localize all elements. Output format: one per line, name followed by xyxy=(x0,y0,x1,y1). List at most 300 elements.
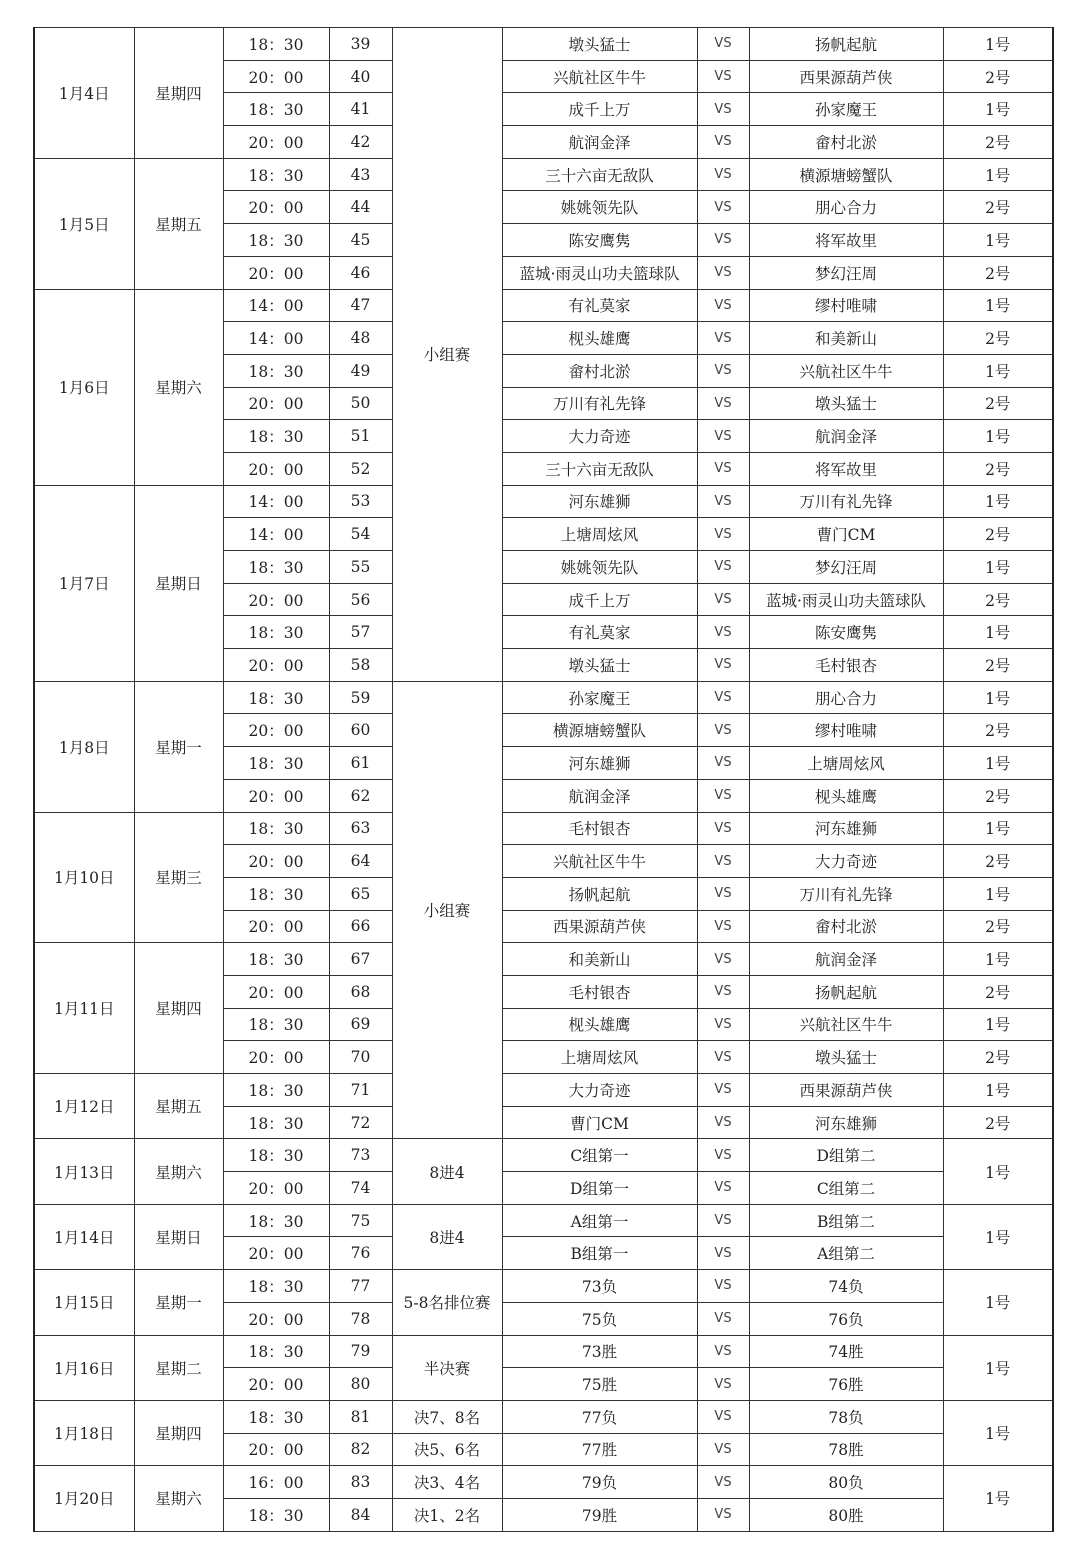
match-number-cell: 54 xyxy=(329,518,392,551)
away-team-cell: 上塘周炫风 xyxy=(749,747,943,780)
stage-cell: 决1、2名 xyxy=(392,1498,502,1531)
match-number-cell: 74 xyxy=(329,1172,392,1205)
home-team-cell: 上塘周炫风 xyxy=(502,518,697,551)
weekday-cell: 星期日 xyxy=(134,1204,223,1269)
home-team-cell: 毛村银杏 xyxy=(502,975,697,1008)
home-team-cell: D组第一 xyxy=(502,1172,697,1205)
court-cell: 1号 xyxy=(943,1400,1053,1465)
home-team-cell: 77胜 xyxy=(502,1433,697,1466)
match-number-cell: 67 xyxy=(329,943,392,976)
court-cell: 1号 xyxy=(943,1008,1053,1041)
time-cell: 18：30 xyxy=(223,1270,329,1303)
away-team-cell: 陈安鹰隽 xyxy=(749,616,943,649)
weekday-cell: 星期六 xyxy=(134,289,223,485)
vs-cell: VS xyxy=(697,289,749,322)
date-cell: 1月15日 xyxy=(34,1270,134,1335)
stage-cell: 5-8名排位赛 xyxy=(392,1270,502,1335)
away-team-cell: 80胜 xyxy=(749,1498,943,1531)
away-team-cell: 朋心合力 xyxy=(749,191,943,224)
table-row xyxy=(34,1074,1053,1107)
vs-cell: VS xyxy=(697,910,749,943)
vs-cell: VS xyxy=(697,256,749,289)
match-number-cell: 83 xyxy=(329,1466,392,1499)
away-team-cell: 缪村唯啸 xyxy=(749,714,943,747)
time-cell: 18：30 xyxy=(223,747,329,780)
court-cell: 1号 xyxy=(943,1139,1053,1204)
time-cell: 18：30 xyxy=(223,1498,329,1531)
match-number-cell: 45 xyxy=(329,224,392,257)
match-number-cell: 41 xyxy=(329,93,392,126)
date-cell: 1月10日 xyxy=(34,812,134,943)
away-team-cell: 畲村北淤 xyxy=(749,126,943,159)
home-team-cell: 航润金泽 xyxy=(502,779,697,812)
schedule-body xyxy=(34,28,1053,1532)
match-number-cell: 40 xyxy=(329,60,392,93)
away-team-cell: 畲村北淤 xyxy=(749,910,943,943)
home-team-cell: 兴航社区牛牛 xyxy=(502,60,697,93)
vs-cell: VS xyxy=(697,1041,749,1074)
time-cell: 18：30 xyxy=(223,943,329,976)
court-cell: 1号 xyxy=(943,943,1053,976)
time-cell: 20：00 xyxy=(223,1302,329,1335)
away-team-cell: 西果源葫芦侠 xyxy=(749,1074,943,1107)
court-cell: 2号 xyxy=(943,649,1053,682)
time-cell: 18：30 xyxy=(223,1106,329,1139)
match-number-cell: 68 xyxy=(329,975,392,1008)
away-team-cell: 78负 xyxy=(749,1400,943,1433)
table-row xyxy=(34,1466,1053,1499)
match-number-cell: 81 xyxy=(329,1400,392,1433)
away-team-cell: 大力奇迹 xyxy=(749,845,943,878)
time-cell: 14：00 xyxy=(223,518,329,551)
home-team-cell: 73胜 xyxy=(502,1335,697,1368)
court-cell: 2号 xyxy=(943,1106,1053,1139)
court-cell: 2号 xyxy=(943,452,1053,485)
vs-cell: VS xyxy=(697,322,749,355)
court-cell: 2号 xyxy=(943,975,1053,1008)
match-number-cell: 49 xyxy=(329,354,392,387)
match-number-cell: 43 xyxy=(329,158,392,191)
vs-cell: VS xyxy=(697,1466,749,1499)
match-number-cell: 53 xyxy=(329,485,392,518)
court-cell: 1号 xyxy=(943,485,1053,518)
court-cell: 1号 xyxy=(943,354,1053,387)
time-cell: 18：30 xyxy=(223,354,329,387)
match-number-cell: 61 xyxy=(329,747,392,780)
stage-cell: 决7、8名 xyxy=(392,1400,502,1433)
time-cell: 20：00 xyxy=(223,1368,329,1401)
time-cell: 18：30 xyxy=(223,1400,329,1433)
match-number-cell: 69 xyxy=(329,1008,392,1041)
table-row xyxy=(34,1335,1053,1368)
date-cell: 1月11日 xyxy=(34,943,134,1074)
vs-cell: VS xyxy=(697,649,749,682)
match-number-cell: 64 xyxy=(329,845,392,878)
date-cell: 1月16日 xyxy=(34,1335,134,1400)
vs-cell: VS xyxy=(697,943,749,976)
date-cell: 1月7日 xyxy=(34,485,134,681)
vs-cell: VS xyxy=(697,1498,749,1531)
match-number-cell: 52 xyxy=(329,452,392,485)
weekday-cell: 星期四 xyxy=(134,1400,223,1465)
match-number-cell: 84 xyxy=(329,1498,392,1531)
away-team-cell: 扬帆起航 xyxy=(749,28,943,61)
time-cell: 20：00 xyxy=(223,1237,329,1270)
away-team-cell: 76胜 xyxy=(749,1368,943,1401)
home-team-cell: 有礼莫家 xyxy=(502,616,697,649)
table-row xyxy=(34,1400,1053,1433)
date-cell: 1月20日 xyxy=(34,1466,134,1531)
court-cell: 1号 xyxy=(943,93,1053,126)
vs-cell: VS xyxy=(697,1335,749,1368)
court-cell: 1号 xyxy=(943,420,1053,453)
away-team-cell: 万川有礼先锋 xyxy=(749,485,943,518)
home-team-cell: 墩头猛士 xyxy=(502,28,697,61)
table-row xyxy=(34,1204,1053,1237)
away-team-cell: 航润金泽 xyxy=(749,420,943,453)
home-team-cell: 77负 xyxy=(502,1400,697,1433)
table-row xyxy=(34,1270,1053,1303)
away-team-cell: 横源塘螃蟹队 xyxy=(749,158,943,191)
stage-cell: 半决赛 xyxy=(392,1335,502,1400)
time-cell: 18：30 xyxy=(223,158,329,191)
time-cell: 18：30 xyxy=(223,1074,329,1107)
vs-cell: VS xyxy=(697,387,749,420)
home-team-cell: 三十六亩无敌队 xyxy=(502,452,697,485)
vs-cell: VS xyxy=(697,877,749,910)
away-team-cell: 河东雄狮 xyxy=(749,812,943,845)
away-team-cell: 76负 xyxy=(749,1302,943,1335)
time-cell: 18：30 xyxy=(223,812,329,845)
date-cell: 1月5日 xyxy=(34,158,134,289)
away-team-cell: 孙家魔王 xyxy=(749,93,943,126)
match-number-cell: 58 xyxy=(329,649,392,682)
court-cell: 2号 xyxy=(943,322,1053,355)
match-number-cell: 79 xyxy=(329,1335,392,1368)
match-number-cell: 60 xyxy=(329,714,392,747)
time-cell: 18：30 xyxy=(223,1139,329,1172)
away-team-cell: 和美新山 xyxy=(749,322,943,355)
home-team-cell: 蓝城·雨灵山功夫篮球队 xyxy=(502,256,697,289)
court-cell: 1号 xyxy=(943,1466,1053,1531)
away-team-cell: 曹门CM xyxy=(749,518,943,551)
home-team-cell: 枧头雄鹰 xyxy=(502,322,697,355)
home-team-cell: 万川有礼先锋 xyxy=(502,387,697,420)
court-cell: 1号 xyxy=(943,551,1053,584)
weekday-cell: 星期一 xyxy=(134,1270,223,1335)
date-cell: 1月14日 xyxy=(34,1204,134,1269)
match-number-cell: 73 xyxy=(329,1139,392,1172)
home-team-cell: 上塘周炫风 xyxy=(502,1041,697,1074)
weekday-cell: 星期六 xyxy=(134,1466,223,1531)
time-cell: 20：00 xyxy=(223,256,329,289)
away-team-cell: C组第二 xyxy=(749,1172,943,1205)
time-cell: 14：00 xyxy=(223,289,329,322)
home-team-cell: A组第一 xyxy=(502,1204,697,1237)
match-number-cell: 57 xyxy=(329,616,392,649)
vs-cell: VS xyxy=(697,420,749,453)
stage-cell: 决5、6名 xyxy=(392,1433,502,1466)
match-number-cell: 82 xyxy=(329,1433,392,1466)
time-cell: 20：00 xyxy=(223,779,329,812)
table-row xyxy=(34,812,1053,845)
match-number-cell: 80 xyxy=(329,1368,392,1401)
vs-cell: VS xyxy=(697,1074,749,1107)
away-team-cell: 朋心合力 xyxy=(749,681,943,714)
vs-cell: VS xyxy=(697,485,749,518)
court-cell: 1号 xyxy=(943,616,1053,649)
vs-cell: VS xyxy=(697,1270,749,1303)
away-team-cell: 墩头猛士 xyxy=(749,387,943,420)
away-team-cell: 80负 xyxy=(749,1466,943,1499)
vs-cell: VS xyxy=(697,681,749,714)
vs-cell: VS xyxy=(697,1237,749,1270)
stage-cell: 8进4 xyxy=(392,1139,502,1204)
court-cell: 2号 xyxy=(943,910,1053,943)
away-team-cell: A组第二 xyxy=(749,1237,943,1270)
home-team-cell: 73负 xyxy=(502,1270,697,1303)
match-number-cell: 50 xyxy=(329,387,392,420)
away-team-cell: 74负 xyxy=(749,1270,943,1303)
vs-cell: VS xyxy=(697,747,749,780)
court-cell: 1号 xyxy=(943,1074,1053,1107)
time-cell: 18：30 xyxy=(223,1008,329,1041)
table-row xyxy=(34,28,1053,61)
time-cell: 20：00 xyxy=(223,845,329,878)
vs-cell: VS xyxy=(697,1204,749,1237)
away-team-cell: 毛村银杏 xyxy=(749,649,943,682)
away-team-cell: 西果源葫芦侠 xyxy=(749,60,943,93)
court-cell: 1号 xyxy=(943,1270,1053,1335)
home-team-cell: 和美新山 xyxy=(502,943,697,976)
vs-cell: VS xyxy=(697,126,749,159)
away-team-cell: 将军故里 xyxy=(749,224,943,257)
match-number-cell: 56 xyxy=(329,583,392,616)
home-team-cell: 扬帆起航 xyxy=(502,877,697,910)
vs-cell: VS xyxy=(697,714,749,747)
away-team-cell: 河东雄狮 xyxy=(749,1106,943,1139)
home-team-cell: 成千上万 xyxy=(502,93,697,126)
time-cell: 14：00 xyxy=(223,322,329,355)
match-number-cell: 47 xyxy=(329,289,392,322)
home-team-cell: 陈安鹰隽 xyxy=(502,224,697,257)
vs-cell: VS xyxy=(697,93,749,126)
match-number-cell: 63 xyxy=(329,812,392,845)
vs-cell: VS xyxy=(697,1302,749,1335)
court-cell: 1号 xyxy=(943,224,1053,257)
home-team-cell: 大力奇迹 xyxy=(502,1074,697,1107)
home-team-cell: 成千上万 xyxy=(502,583,697,616)
stage-cell: 小组赛 xyxy=(392,28,502,682)
court-cell: 1号 xyxy=(943,1204,1053,1269)
home-team-cell: 79胜 xyxy=(502,1498,697,1531)
match-number-cell: 65 xyxy=(329,877,392,910)
vs-cell: VS xyxy=(697,616,749,649)
home-team-cell: 75胜 xyxy=(502,1368,697,1401)
date-cell: 1月18日 xyxy=(34,1400,134,1465)
table-row xyxy=(34,681,1053,714)
away-team-cell: 枧头雄鹰 xyxy=(749,779,943,812)
time-cell: 18：30 xyxy=(223,93,329,126)
away-team-cell: 74胜 xyxy=(749,1335,943,1368)
time-cell: 18：30 xyxy=(223,1335,329,1368)
time-cell: 18：30 xyxy=(223,224,329,257)
time-cell: 20：00 xyxy=(223,910,329,943)
home-team-cell: 曹门CM xyxy=(502,1106,697,1139)
away-team-cell: 墩头猛士 xyxy=(749,1041,943,1074)
court-cell: 1号 xyxy=(943,289,1053,322)
home-team-cell: 姚姚领先队 xyxy=(502,551,697,584)
match-number-cell: 78 xyxy=(329,1302,392,1335)
date-cell: 1月6日 xyxy=(34,289,134,485)
time-cell: 18：30 xyxy=(223,1204,329,1237)
match-number-cell: 66 xyxy=(329,910,392,943)
home-team-cell: 河东雄狮 xyxy=(502,485,697,518)
weekday-cell: 星期六 xyxy=(134,1139,223,1204)
time-cell: 20：00 xyxy=(223,60,329,93)
away-team-cell: 缪村唯啸 xyxy=(749,289,943,322)
time-cell: 20：00 xyxy=(223,1433,329,1466)
date-cell: 1月8日 xyxy=(34,681,134,812)
home-team-cell: 墩头猛士 xyxy=(502,649,697,682)
match-number-cell: 46 xyxy=(329,256,392,289)
time-cell: 20：00 xyxy=(223,975,329,1008)
away-team-cell: 兴航社区牛牛 xyxy=(749,354,943,387)
home-team-cell: 兴航社区牛牛 xyxy=(502,845,697,878)
match-number-cell: 72 xyxy=(329,1106,392,1139)
vs-cell: VS xyxy=(697,779,749,812)
vs-cell: VS xyxy=(697,1400,749,1433)
match-schedule-table xyxy=(33,27,1054,1532)
time-cell: 18：30 xyxy=(223,420,329,453)
weekday-cell: 星期五 xyxy=(134,1074,223,1139)
time-cell: 18：30 xyxy=(223,681,329,714)
home-team-cell: 姚姚领先队 xyxy=(502,191,697,224)
match-number-cell: 71 xyxy=(329,1074,392,1107)
date-cell: 1月13日 xyxy=(34,1139,134,1204)
court-cell: 1号 xyxy=(943,877,1053,910)
vs-cell: VS xyxy=(697,28,749,61)
court-cell: 1号 xyxy=(943,28,1053,61)
vs-cell: VS xyxy=(697,812,749,845)
court-cell: 2号 xyxy=(943,1041,1053,1074)
vs-cell: VS xyxy=(697,452,749,485)
vs-cell: VS xyxy=(697,191,749,224)
time-cell: 20：00 xyxy=(223,452,329,485)
court-cell: 1号 xyxy=(943,1335,1053,1400)
home-team-cell: 横源塘螃蟹队 xyxy=(502,714,697,747)
court-cell: 2号 xyxy=(943,387,1053,420)
vs-cell: VS xyxy=(697,1106,749,1139)
away-team-cell: 78胜 xyxy=(749,1433,943,1466)
away-team-cell: 梦幻汪周 xyxy=(749,256,943,289)
table-row xyxy=(34,289,1053,322)
vs-cell: VS xyxy=(697,845,749,878)
match-number-cell: 59 xyxy=(329,681,392,714)
home-team-cell: B组第一 xyxy=(502,1237,697,1270)
vs-cell: VS xyxy=(697,1008,749,1041)
vs-cell: VS xyxy=(697,224,749,257)
weekday-cell: 星期五 xyxy=(134,158,223,289)
match-number-cell: 75 xyxy=(329,1204,392,1237)
time-cell: 14：00 xyxy=(223,485,329,518)
away-team-cell: D组第二 xyxy=(749,1139,943,1172)
table-row xyxy=(34,943,1053,976)
home-team-cell: C组第一 xyxy=(502,1139,697,1172)
court-cell: 2号 xyxy=(943,256,1053,289)
time-cell: 18：30 xyxy=(223,28,329,61)
home-team-cell: 75负 xyxy=(502,1302,697,1335)
time-cell: 18：30 xyxy=(223,551,329,584)
weekday-cell: 星期一 xyxy=(134,681,223,812)
away-team-cell: 扬帆起航 xyxy=(749,975,943,1008)
home-team-cell: 西果源葫芦侠 xyxy=(502,910,697,943)
away-team-cell: 兴航社区牛牛 xyxy=(749,1008,943,1041)
court-cell: 2号 xyxy=(943,583,1053,616)
date-cell: 1月12日 xyxy=(34,1074,134,1139)
home-team-cell: 航润金泽 xyxy=(502,126,697,159)
match-number-cell: 76 xyxy=(329,1237,392,1270)
vs-cell: VS xyxy=(697,975,749,1008)
vs-cell: VS xyxy=(697,1172,749,1205)
court-cell: 2号 xyxy=(943,845,1053,878)
time-cell: 20：00 xyxy=(223,649,329,682)
vs-cell: VS xyxy=(697,551,749,584)
home-team-cell: 枧头雄鹰 xyxy=(502,1008,697,1041)
weekday-cell: 星期四 xyxy=(134,28,223,159)
time-cell: 20：00 xyxy=(223,714,329,747)
vs-cell: VS xyxy=(697,518,749,551)
vs-cell: VS xyxy=(697,60,749,93)
weekday-cell: 星期日 xyxy=(134,485,223,681)
date-cell: 1月4日 xyxy=(34,28,134,159)
match-number-cell: 55 xyxy=(329,551,392,584)
weekday-cell: 星期三 xyxy=(134,812,223,943)
home-team-cell: 河东雄狮 xyxy=(502,747,697,780)
home-team-cell: 大力奇迹 xyxy=(502,420,697,453)
home-team-cell: 三十六亩无敌队 xyxy=(502,158,697,191)
away-team-cell: B组第二 xyxy=(749,1204,943,1237)
stage-cell: 小组赛 xyxy=(392,681,502,1139)
match-number-cell: 62 xyxy=(329,779,392,812)
court-cell: 2号 xyxy=(943,714,1053,747)
table-row xyxy=(34,158,1053,191)
away-team-cell: 将军故里 xyxy=(749,452,943,485)
home-team-cell: 毛村银杏 xyxy=(502,812,697,845)
vs-cell: VS xyxy=(697,158,749,191)
time-cell: 20：00 xyxy=(223,1041,329,1074)
time-cell: 20：00 xyxy=(223,126,329,159)
vs-cell: VS xyxy=(697,583,749,616)
away-team-cell: 梦幻汪周 xyxy=(749,551,943,584)
time-cell: 20：00 xyxy=(223,191,329,224)
match-number-cell: 51 xyxy=(329,420,392,453)
court-cell: 2号 xyxy=(943,779,1053,812)
table-row xyxy=(34,485,1053,518)
time-cell: 20：00 xyxy=(223,1172,329,1205)
weekday-cell: 星期二 xyxy=(134,1335,223,1400)
vs-cell: VS xyxy=(697,1433,749,1466)
away-team-cell: 蓝城·雨灵山功夫篮球队 xyxy=(749,583,943,616)
time-cell: 18：30 xyxy=(223,616,329,649)
time-cell: 20：00 xyxy=(223,387,329,420)
stage-cell: 8进4 xyxy=(392,1204,502,1269)
match-number-cell: 70 xyxy=(329,1041,392,1074)
away-team-cell: 万川有礼先锋 xyxy=(749,877,943,910)
court-cell: 2号 xyxy=(943,60,1053,93)
time-cell: 18：30 xyxy=(223,877,329,910)
court-cell: 2号 xyxy=(943,191,1053,224)
